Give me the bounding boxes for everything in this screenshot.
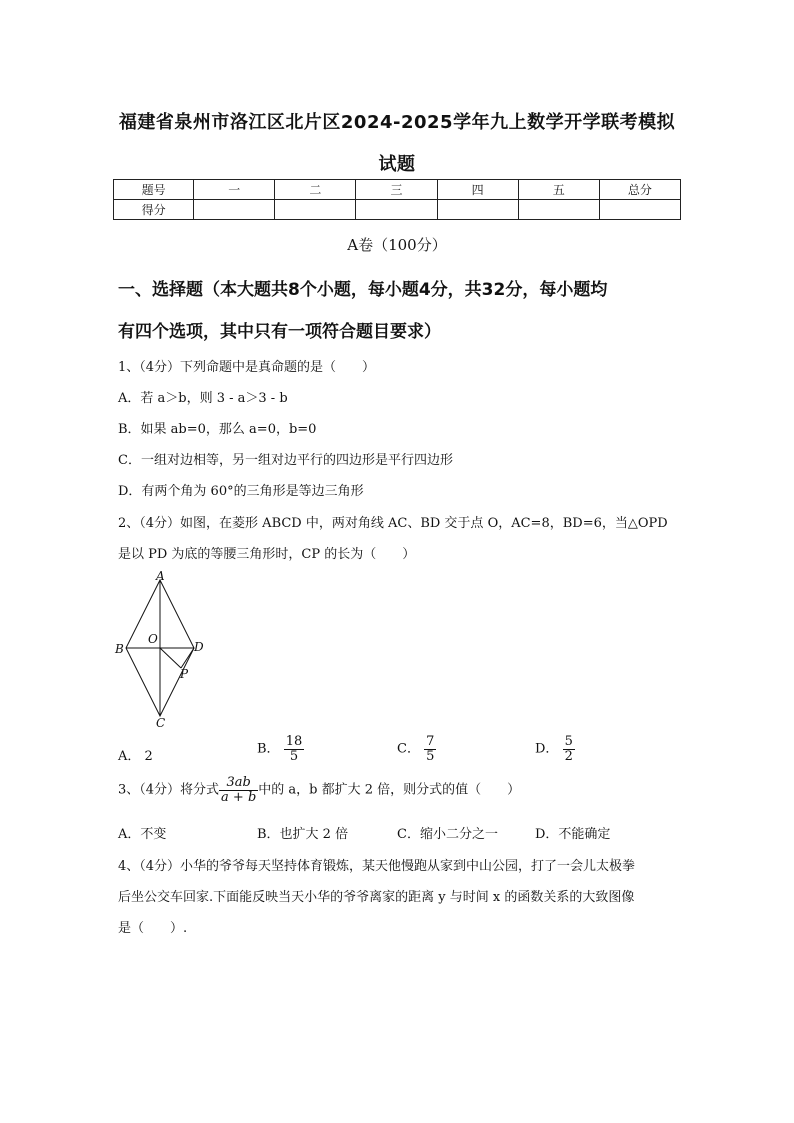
label-a: A [156,569,165,583]
section1-heading-line1: 一、选择题（本大题共8个小题，每小题4分，共32分，每小题均 [118,280,608,300]
q2-stem-line1: 2、（4分）如图，在菱形 ABCD 中，两对角线 AC、BD 交于点 O，AC=8，BD=6，当△OPD [118,516,668,531]
exam-title-line1: 福建省泉州市洛江区北片区2024-2025学年九上数学开学联考模拟 [118,112,676,133]
label-o: O [148,632,158,646]
q2-option-c-fraction [424,735,436,763]
q3-stem-before: 3、（4分）将分式 [118,782,220,798]
q1-stem: 1、（4分）下列命题中是真命题的是（ ） [118,360,376,375]
q2-option-b-label: B． [257,741,280,757]
fraction-denominator: 2 [564,748,573,764]
segment-op [160,648,181,668]
q4-stem-line1: 4、（4分）小华的爷爷每天坚持体育锻炼，某天他慢跑从家到中山公园，打了一会儿太极拳 [118,859,636,874]
q3-fraction [219,776,258,804]
score-table [113,179,681,220]
label-d: D [194,640,204,654]
q4-stem-line3: 是（ ）. [118,921,188,936]
score-cell [437,200,518,220]
q2-option-b [257,735,304,763]
part-a-heading: A卷（100分） [347,236,447,254]
q3-option-a: A．不变 [118,827,167,842]
fraction-denominator: 5 [284,749,305,764]
score-cell [599,200,680,220]
q3-option-d: D．不能确定 [535,827,611,842]
fraction-denominator: a + b [221,789,257,805]
score-header-cell: 一 [194,180,275,200]
q2-stem-line2: 是以 PD 为底的等腰三角形时，CP 的长为（ ） [118,547,416,562]
q2-option-a-value: 2 [144,749,153,764]
q1-option-b: B．如果 ab=0，那么 a=0，b=0 [118,422,317,437]
q1-option-a: A．若 a＞b，则 3 - a＞3 - b [118,391,288,406]
rhombus-figure [110,568,220,728]
fraction-numerator: 5 [564,734,573,749]
section1-heading-line2: 有四个选项，其中只有一项符合题目要求） [118,322,441,342]
q1-option-d: D．有两个角为 60°的三角形是等边三角形 [118,484,364,499]
q4-stem-line2: 后坐公交车回家.下面能反映当天小华的爷爷离家的距离 y 与时间 x 的函数关系的大致图像 [118,890,635,905]
score-cell [275,200,356,220]
q2-option-b-fraction [284,735,305,763]
q1-option-c: C．一组对边相等，另一组对边平行的四边形是平行四边形 [118,453,453,468]
q2-option-a-label: A． [118,749,141,764]
q2-option-c [397,735,436,763]
q3-option-b: B．也扩大 2 倍 [257,827,349,842]
score-header-cell: 五 [518,180,599,200]
score-header-cell: 总分 [599,180,680,200]
label-b: B [115,642,124,656]
label-c: C [156,716,166,728]
segment-pd [181,648,194,668]
score-cell [356,200,437,220]
q2-option-a [118,745,153,764]
fraction-denominator: 5 [426,748,435,764]
label-p: P [180,667,189,681]
fraction-numerator: 18 [285,734,303,749]
score-header-cell: 二 [275,180,356,200]
fraction-numerator: 3ab [226,775,251,790]
score-header-cell: 题号 [114,180,194,200]
exam-title-line2: 试题 [378,154,416,175]
score-table-header-row [114,180,681,200]
score-header-cell: 三 [356,180,437,200]
q2-option-d-label: D． [535,741,559,757]
fraction-numerator: 7 [426,734,435,749]
score-cell [518,200,599,220]
score-table-score-row [114,200,681,220]
q3-stem [118,776,520,804]
q2-option-d [535,735,575,763]
q3-option-c: C．缩小二分之一 [397,827,498,842]
score-row-label: 得分 [114,200,194,220]
q2-option-c-label: C． [397,741,420,757]
q3-stem-after: 中的 a，b 都扩大 2 倍，则分式的值（ ） [258,782,521,798]
score-header-cell: 四 [437,180,518,200]
q2-option-d-fraction [563,735,575,763]
score-cell [194,200,275,220]
